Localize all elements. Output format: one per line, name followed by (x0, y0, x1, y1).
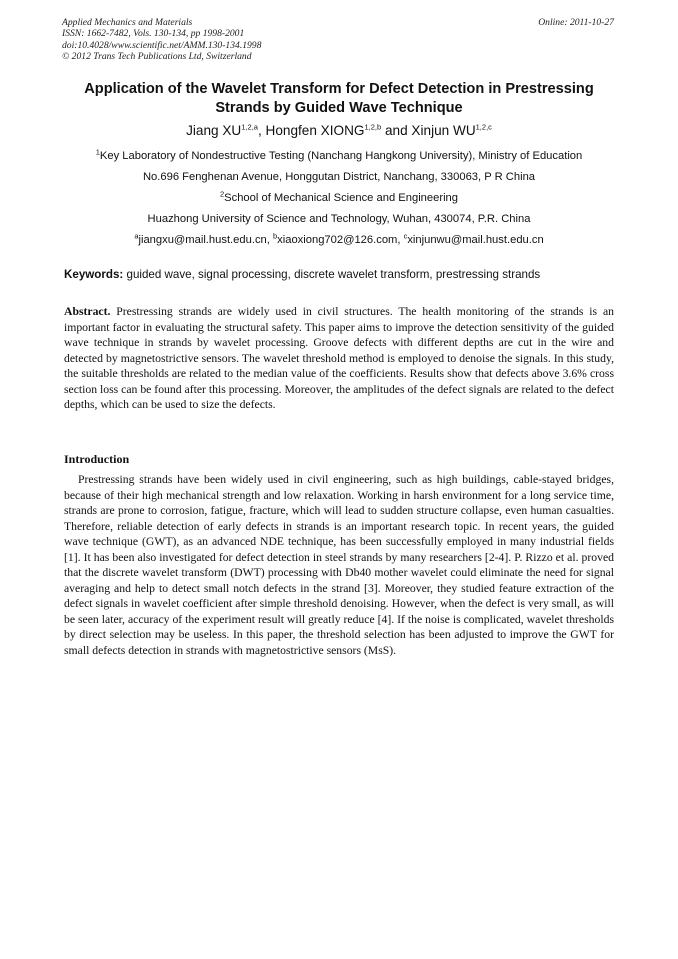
author-separator: and (381, 123, 412, 138)
author-name: Hongfen XIONG (265, 123, 365, 138)
affiliation-text: Key Laboratory of Nondestructive Testing (Nanchang Hangkong University), Ministry of Education (99, 150, 583, 162)
keywords-label: Keywords: (64, 268, 124, 281)
author-name: Jiang XU (186, 123, 242, 138)
affiliation-2-line-1 (0, 189, 678, 204)
email-address: jiangxu@mail.hust.edu.cn, (138, 234, 273, 246)
email-line (0, 231, 678, 246)
paper-title: Application of the Wavelet Transform for Defect Detection in Prestressing Strands by Guided Wave Technique (84, 81, 594, 116)
journal-doi: doi:10.4028/www.scientific.net/AMM.130-134.1998 (62, 39, 262, 51)
author-affiliation-sup: 1,2,b (364, 122, 382, 132)
email-marker: c (403, 231, 408, 241)
affiliation-2-line-2: Huazhong University of Science and Technology, Wuhan, 430074, P.R. China (147, 213, 531, 225)
keywords (64, 268, 624, 281)
abstract-text: Prestressing strands are widely used in civil structures. The health monitoring of the strands is an important factor in evaluating the structural safety. This paper aims to improve the detection sensitivity of the guided wave technique in strands by wavelet processing. Groove defects with different depths are cut in the wire and detected by magnetostrictive sensors. The wavelet threshold method is employed to denoise the signals. In this study, the suitable thresholds are related to the median value of the coefficients. Results show that defects above 3.6% cross section loss can be found after this processing. Moreover, the amplitudes of the defect signals are related to the defect depths, which can be used to size the defects. (64, 305, 614, 412)
journal-header (62, 17, 261, 63)
email-marker: b (272, 231, 278, 241)
introduction-heading: Introduction (64, 452, 130, 466)
affiliation-marker: 2 (219, 189, 225, 199)
keywords-text: guided wave, signal processing, discrete wavelet transform, prestressing strands (123, 268, 541, 281)
journal-issn: ISSN: 1662-7482, Vols. 130-134, pp 1998-2001 (62, 28, 245, 40)
affiliation-1-line-2: No.696 Fenghenan Avenue, Honggutan District, Nanchang, 330063, P R China (142, 171, 536, 183)
author-separator: , (257, 123, 266, 138)
author-affiliation-sup: 1,2,c (475, 122, 492, 132)
email-address: xinjunwu@mail.hust.edu.cn (407, 234, 544, 246)
journal-name: Applied Mechanics and Materials (62, 17, 193, 28)
journal-copyright: © 2012 Trans Tech Publications Ltd, Switzerland (62, 51, 252, 63)
author-affiliation-sup: 1,2,a (241, 122, 258, 132)
author-list (0, 123, 678, 138)
author-name: Xinjun WU (411, 123, 476, 138)
affiliation-1-line-1 (0, 147, 678, 162)
affiliation-marker: 1 (95, 147, 100, 157)
introduction-paragraph: Prestressing strands have been widely used in civil engineering, such as high buildings, cable-stayed bridges, because of their high mechanical strength and low relaxation. Working in harsh environment for a long service time, strands are prone to corrosion, fatigue, fracture, which will lead to sudden structure collapse, even human casualties. Therefore, reliable detection of early defects in strands is an important research topic. In recent years, the guided wave technique (GWT), as an advanced NDE technique, has been successfully employed in many industrial fields [1]. It has been also investigated for defect detection in steel strands by many researchers [2-4]. P. Rizzo et al. proved that the discrete wavelet transform (DWT) processing with Db40 mother wavelet could eliminate the need for signal averaging and help to detect small notch defects in the strand [3]. Moreover, they studied feature extraction of the defect signals in wavelet coefficient after simple threshold denoising. However, when the defect is very small, as will be seen later, accuracy of the experiment result will greatly reduce [4]. If the noise is complicated, wavelet thresholds by direct selection may be useless. In this paper, the threshold selection has been adjusted to improve the GWT for small defects detection in strands with magnetostrictive sensors (MsS). (64, 473, 614, 658)
affiliation-text: School of Mechanical Science and Engineering (224, 192, 459, 204)
email-address: xiaoxiong702@126.com, (277, 234, 404, 246)
email-marker: a (134, 231, 139, 241)
online-date: Online: 2011-10-27 (538, 17, 614, 28)
abstract-label: Abstract. (64, 305, 111, 318)
abstract (64, 304, 614, 413)
